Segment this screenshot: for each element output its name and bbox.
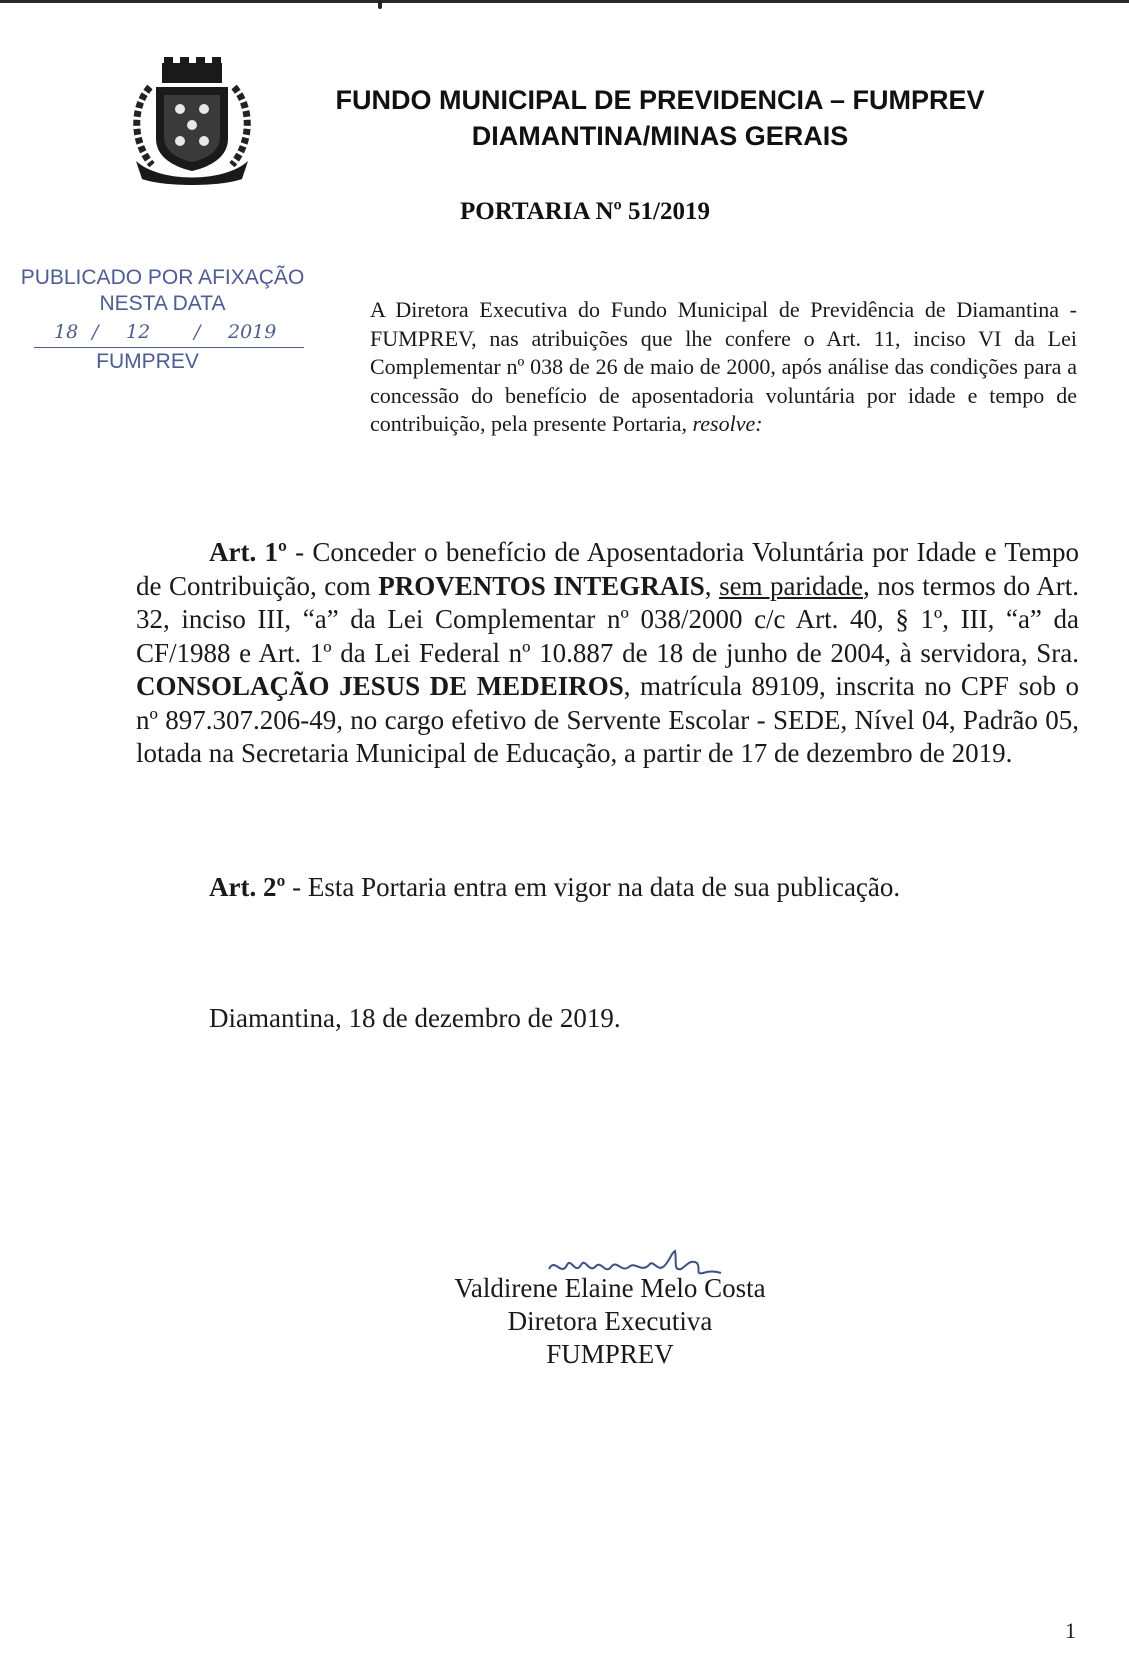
article-2-text: - Esta Portaria entra em vigor na data de sua publicação.: [285, 872, 901, 902]
preamble-text: A Diretora Executiva do Fundo Municipal de Previdência de Diamantina - FUMPREV, nas atribuições que lhe confere o Art. 11, inciso VI da Lei Complementar nº 038 de 26 de maio de 2000, após análise das condições para a concessão do benefício de aposentadoria voluntária por idade e tempo de contribuição, pela presente Portaria,: [370, 297, 1077, 436]
publication-stamp: [20, 265, 305, 375]
stamp-handwritten-date: 18 / 12 / 2019: [34, 317, 304, 348]
article-1-label: Art. 1º: [209, 537, 287, 567]
organization-name: FUNDO MUNICIPAL DE PREVIDENCIA – FUMPREV: [335, 85, 985, 115]
coat-of-arms-icon: [130, 57, 254, 185]
stamp-line-org: FUMPREV: [96, 350, 199, 373]
scan-mark: [378, 0, 382, 9]
article-1-bold-proventos: PROVENTOS INTEGRAIS: [378, 570, 705, 601]
stamp-date-day: 18: [54, 321, 79, 343]
scan-top-border: [0, 0, 1129, 3]
organization-header: [290, 82, 1030, 154]
article-2-label: Art. 2º: [209, 872, 286, 902]
signatory-role: Diretora Executiva: [507, 1306, 713, 1336]
article-1-text-b: ,: [704, 570, 720, 601]
signatory-name: Valdirene Elaine Melo Costa: [454, 1273, 766, 1303]
article-1: [136, 536, 1079, 771]
page-number: 1: [1065, 1618, 1076, 1643]
article-1-text-d: , matrícula 89109, inscrita no CPF sob o nº 897.307.206-49, no cargo efetivo de Servente Escolar - SEDE, Nível 04, Padrão 05, lotada na Secretaria Municipal de Educação, a partir de 17 de dezembro de 2019.: [136, 671, 1080, 768]
dateline: Diamantina, 18 de dezembro de 2019.: [209, 1003, 621, 1033]
article-1-bold-servidora: CONSOLAÇÃO JESUS DE MEDEIROS: [136, 671, 624, 701]
stamp-date-month: 12: [126, 321, 151, 343]
stamp-date-year: 2019: [228, 321, 277, 343]
preamble-paragraph: [370, 296, 1077, 439]
article-1-text-a: - Conceder o benefício de Aposentadoria Voluntária por Idade e Tempo de Contribuição, com: [136, 537, 1079, 601]
article-1-underlined-paridade: sem paridade: [719, 570, 864, 601]
stamp-line-date-label: NESTA DATA: [99, 292, 226, 315]
organization-location: DIAMANTINA/MINAS GERAIS: [471, 121, 849, 151]
document-title: PORTARIA Nº 51/2019: [460, 198, 710, 225]
stamp-line-published: PUBLICADO POR AFIXAÇÃO: [20, 266, 305, 289]
article-1-text-c: , nos termos do Art. 32, inciso III, “a” da Lei Complementar nº 038/2000 c/c Art. 40, § 1º, III, “a” da CF/1988 e Art. 1º da Lei Federal nº 10.887 de 18 de junho de 2004, à servidora, Sra.: [136, 570, 1080, 668]
article-2: [209, 871, 1079, 904]
signature-block: [400, 1272, 820, 1371]
preamble-resolve: resolve:: [692, 411, 763, 436]
signatory-organization: FUMPREV: [546, 1339, 674, 1369]
